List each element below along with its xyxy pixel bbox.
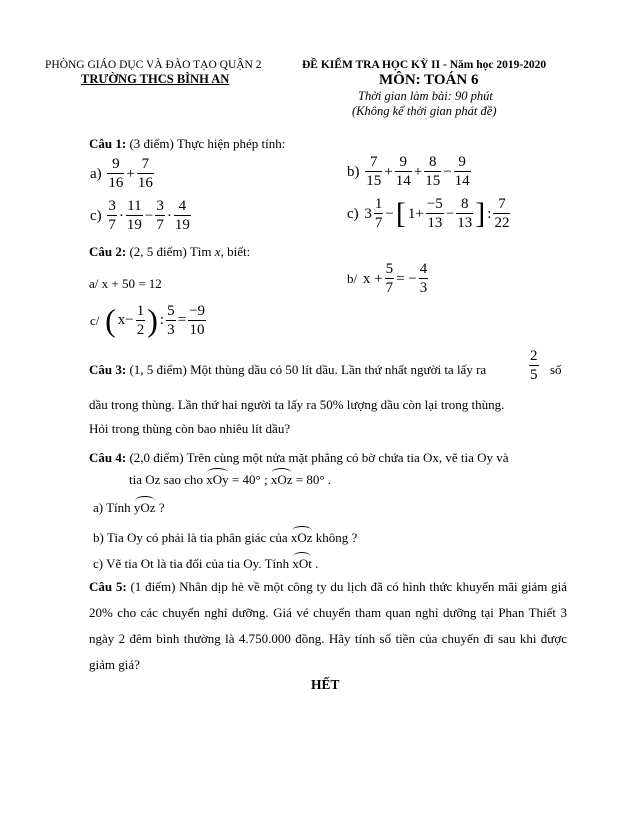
- period: .: [324, 472, 332, 487]
- operator: ·: [166, 207, 172, 224]
- angle-xoz: xOz: [270, 472, 293, 487]
- fraction: $\frac{-9}{10}$: [189, 302, 206, 338]
- q2-intro-end: , biết:: [220, 244, 251, 259]
- q4a-text: a) Tính: [93, 500, 134, 515]
- angle-xoy: xOy: [206, 472, 229, 487]
- fraction: $\frac{-5}{13}$: [426, 196, 443, 231]
- q1b-label: b): [347, 163, 360, 180]
- angle-value: = 40°: [228, 472, 261, 487]
- q1-intro: (3 điểm) Thực hiện phép tính:: [126, 136, 286, 151]
- operator: :: [487, 205, 492, 222]
- expression: x +: [362, 270, 383, 287]
- mixed-whole: 3: [364, 205, 372, 222]
- school-name: TRƯỜNG THCS BÌNH AN: [81, 72, 230, 86]
- q2-variable: x: [214, 244, 221, 259]
- operator: :: [159, 312, 165, 328]
- q1-part-c2: [346, 197, 511, 231]
- fraction: $\frac{9}{14}$: [395, 154, 411, 189]
- left-paren: (: [105, 302, 116, 338]
- q4a-end: ?: [155, 500, 165, 515]
- q2c-label: c/: [90, 312, 100, 328]
- operator: −: [385, 205, 394, 222]
- q5-text: (1 điểm) Nhân dịp hè về một công ty du lịch đã có hình thức khuyến mãi giảm giá 20% cho các chuyến nghỉ dưỡng. Giá vé chuyến tham quan nghỉ dưỡng tại Phan Thiết 3 ngày 2 đêm bình thường là 4.750.000 đồng. Hãy tính số tiền của chuyến đi sau khi được giảm giá?: [89, 579, 568, 672]
- operator: ·: [118, 207, 124, 224]
- fraction: $\frac{4}{3}$: [419, 261, 428, 296]
- q4b-end: không ?: [312, 530, 358, 545]
- angle-xot: xOt: [292, 556, 312, 571]
- operator: = −: [396, 270, 417, 287]
- operator: −: [144, 207, 154, 224]
- fraction: $\frac{7}{22}$: [494, 196, 510, 231]
- q1a-label: a): [90, 165, 102, 182]
- q3-text: (1, 5 điểm) Một thùng dầu có 50 lít dầu. Lần thứ nhất người ta lấy ra: [126, 362, 487, 377]
- end-marker: HẾT: [311, 677, 340, 692]
- fraction: $\frac{1}{2}$: [136, 302, 145, 338]
- q3-text-end: số: [550, 362, 562, 377]
- expression: x−: [117, 312, 134, 328]
- q1c-label: c): [90, 207, 102, 224]
- subject-title: MÔN: TOÁN 6: [379, 72, 479, 88]
- operator: 1+: [407, 205, 424, 222]
- right-paren: ): [147, 302, 158, 338]
- operator: +: [413, 163, 423, 180]
- q4-label: Câu 4:: [89, 450, 127, 465]
- fraction: $\frac{8}{15}$: [425, 154, 441, 189]
- q3-fraction: [528, 349, 540, 383]
- fraction: $\frac{5}{3}$: [167, 302, 175, 338]
- q5-label: Câu 5:: [89, 579, 127, 594]
- q3-label: Câu 3:: [89, 362, 127, 377]
- q2-intro: (2, 5 điểm) Tìm: [126, 244, 215, 259]
- fraction: $\frac{5}{7}$: [385, 261, 394, 296]
- q4-text-2: tia Oz sao cho: [129, 472, 207, 487]
- fraction: $\frac{9}{16}$: [108, 156, 124, 191]
- exam-time: Thời gian làm bài: 90 phút: [358, 89, 493, 103]
- q1c2-label: c): [347, 205, 359, 222]
- angle-xoz: xOz: [290, 530, 313, 545]
- q4-part-b: [93, 530, 357, 546]
- operator: −: [445, 205, 455, 222]
- operator: −: [443, 163, 452, 180]
- q2-label: Câu 2:: [89, 244, 127, 259]
- q4-line1: [89, 450, 509, 466]
- angle-value: = 80°: [292, 472, 325, 487]
- q3-line2: dầu trong thùng. Lần thứ hai người ta lấy ra 50% lượng dầu còn lại trong thùng.: [89, 397, 505, 412]
- operator: +: [126, 165, 135, 182]
- q2b-label: b/: [347, 271, 358, 286]
- exam-note: (Không kể thời gian phát đề): [352, 104, 497, 118]
- q1-part-c1: [89, 199, 192, 233]
- q3-line3: Hỏi trong thùng còn bao nhiêu lít dầu?: [89, 421, 291, 436]
- q2-part-b: [346, 262, 429, 296]
- q2-part-c: [89, 302, 207, 339]
- operator: +: [384, 163, 393, 180]
- fraction: $\frac{3}{7}$: [156, 198, 164, 233]
- q3-line1: [89, 362, 486, 378]
- q2-heading: [89, 244, 250, 260]
- fraction: $\frac{9}{14}$: [454, 154, 470, 189]
- angle-yoz: yOz: [133, 500, 156, 515]
- q4-part-a: [93, 500, 165, 516]
- q2-part-a: a/ x + 50 = 12: [89, 276, 162, 291]
- q1-part-b: [346, 155, 472, 189]
- right-bracket: ]: [475, 197, 486, 230]
- separator: ;: [260, 472, 271, 487]
- q4-text: (2,0 điểm) Trên cùng một nửa mặt phẳng có bờ chứa tia Ox, vẽ tia Oy và: [126, 450, 509, 465]
- fraction: $\frac{1}{7}$: [374, 196, 383, 231]
- fraction: $\frac{7}{15}$: [366, 154, 382, 189]
- fraction: $\frac{4}{19}$: [174, 198, 190, 233]
- q4c-end: .: [311, 556, 319, 571]
- department-name: PHÒNG GIÁO DỤC VÀ ĐÀO TẠO QUẬN 2: [45, 59, 262, 71]
- q5-paragraph: [89, 574, 567, 678]
- exam-title: ĐỀ KIỂM TRA HỌC KỲ II - Năm học 2019-2020: [302, 59, 547, 71]
- fraction: $\frac{3}{7}$: [108, 198, 116, 233]
- left-bracket: [: [395, 197, 406, 230]
- fraction: $\frac{11}{19}$: [126, 198, 142, 233]
- q4c-text: c) Vẽ tia Ot là tia đối của tia Oy. Tính: [93, 556, 293, 571]
- fraction: $\frac{2}{5}$: [530, 348, 538, 383]
- fraction: $\frac{8}{13}$: [457, 196, 473, 231]
- q4-line2: [129, 472, 331, 488]
- q1-part-a: [89, 157, 155, 191]
- q4b-text: b) Tia Oy có phải là tia phân giác của: [93, 530, 291, 545]
- q1-heading: [89, 136, 285, 152]
- fraction: $\frac{7}{16}$: [137, 156, 153, 191]
- q1-label: Câu 1:: [89, 136, 127, 151]
- q4-part-c: [93, 556, 318, 572]
- operator: =: [177, 312, 187, 328]
